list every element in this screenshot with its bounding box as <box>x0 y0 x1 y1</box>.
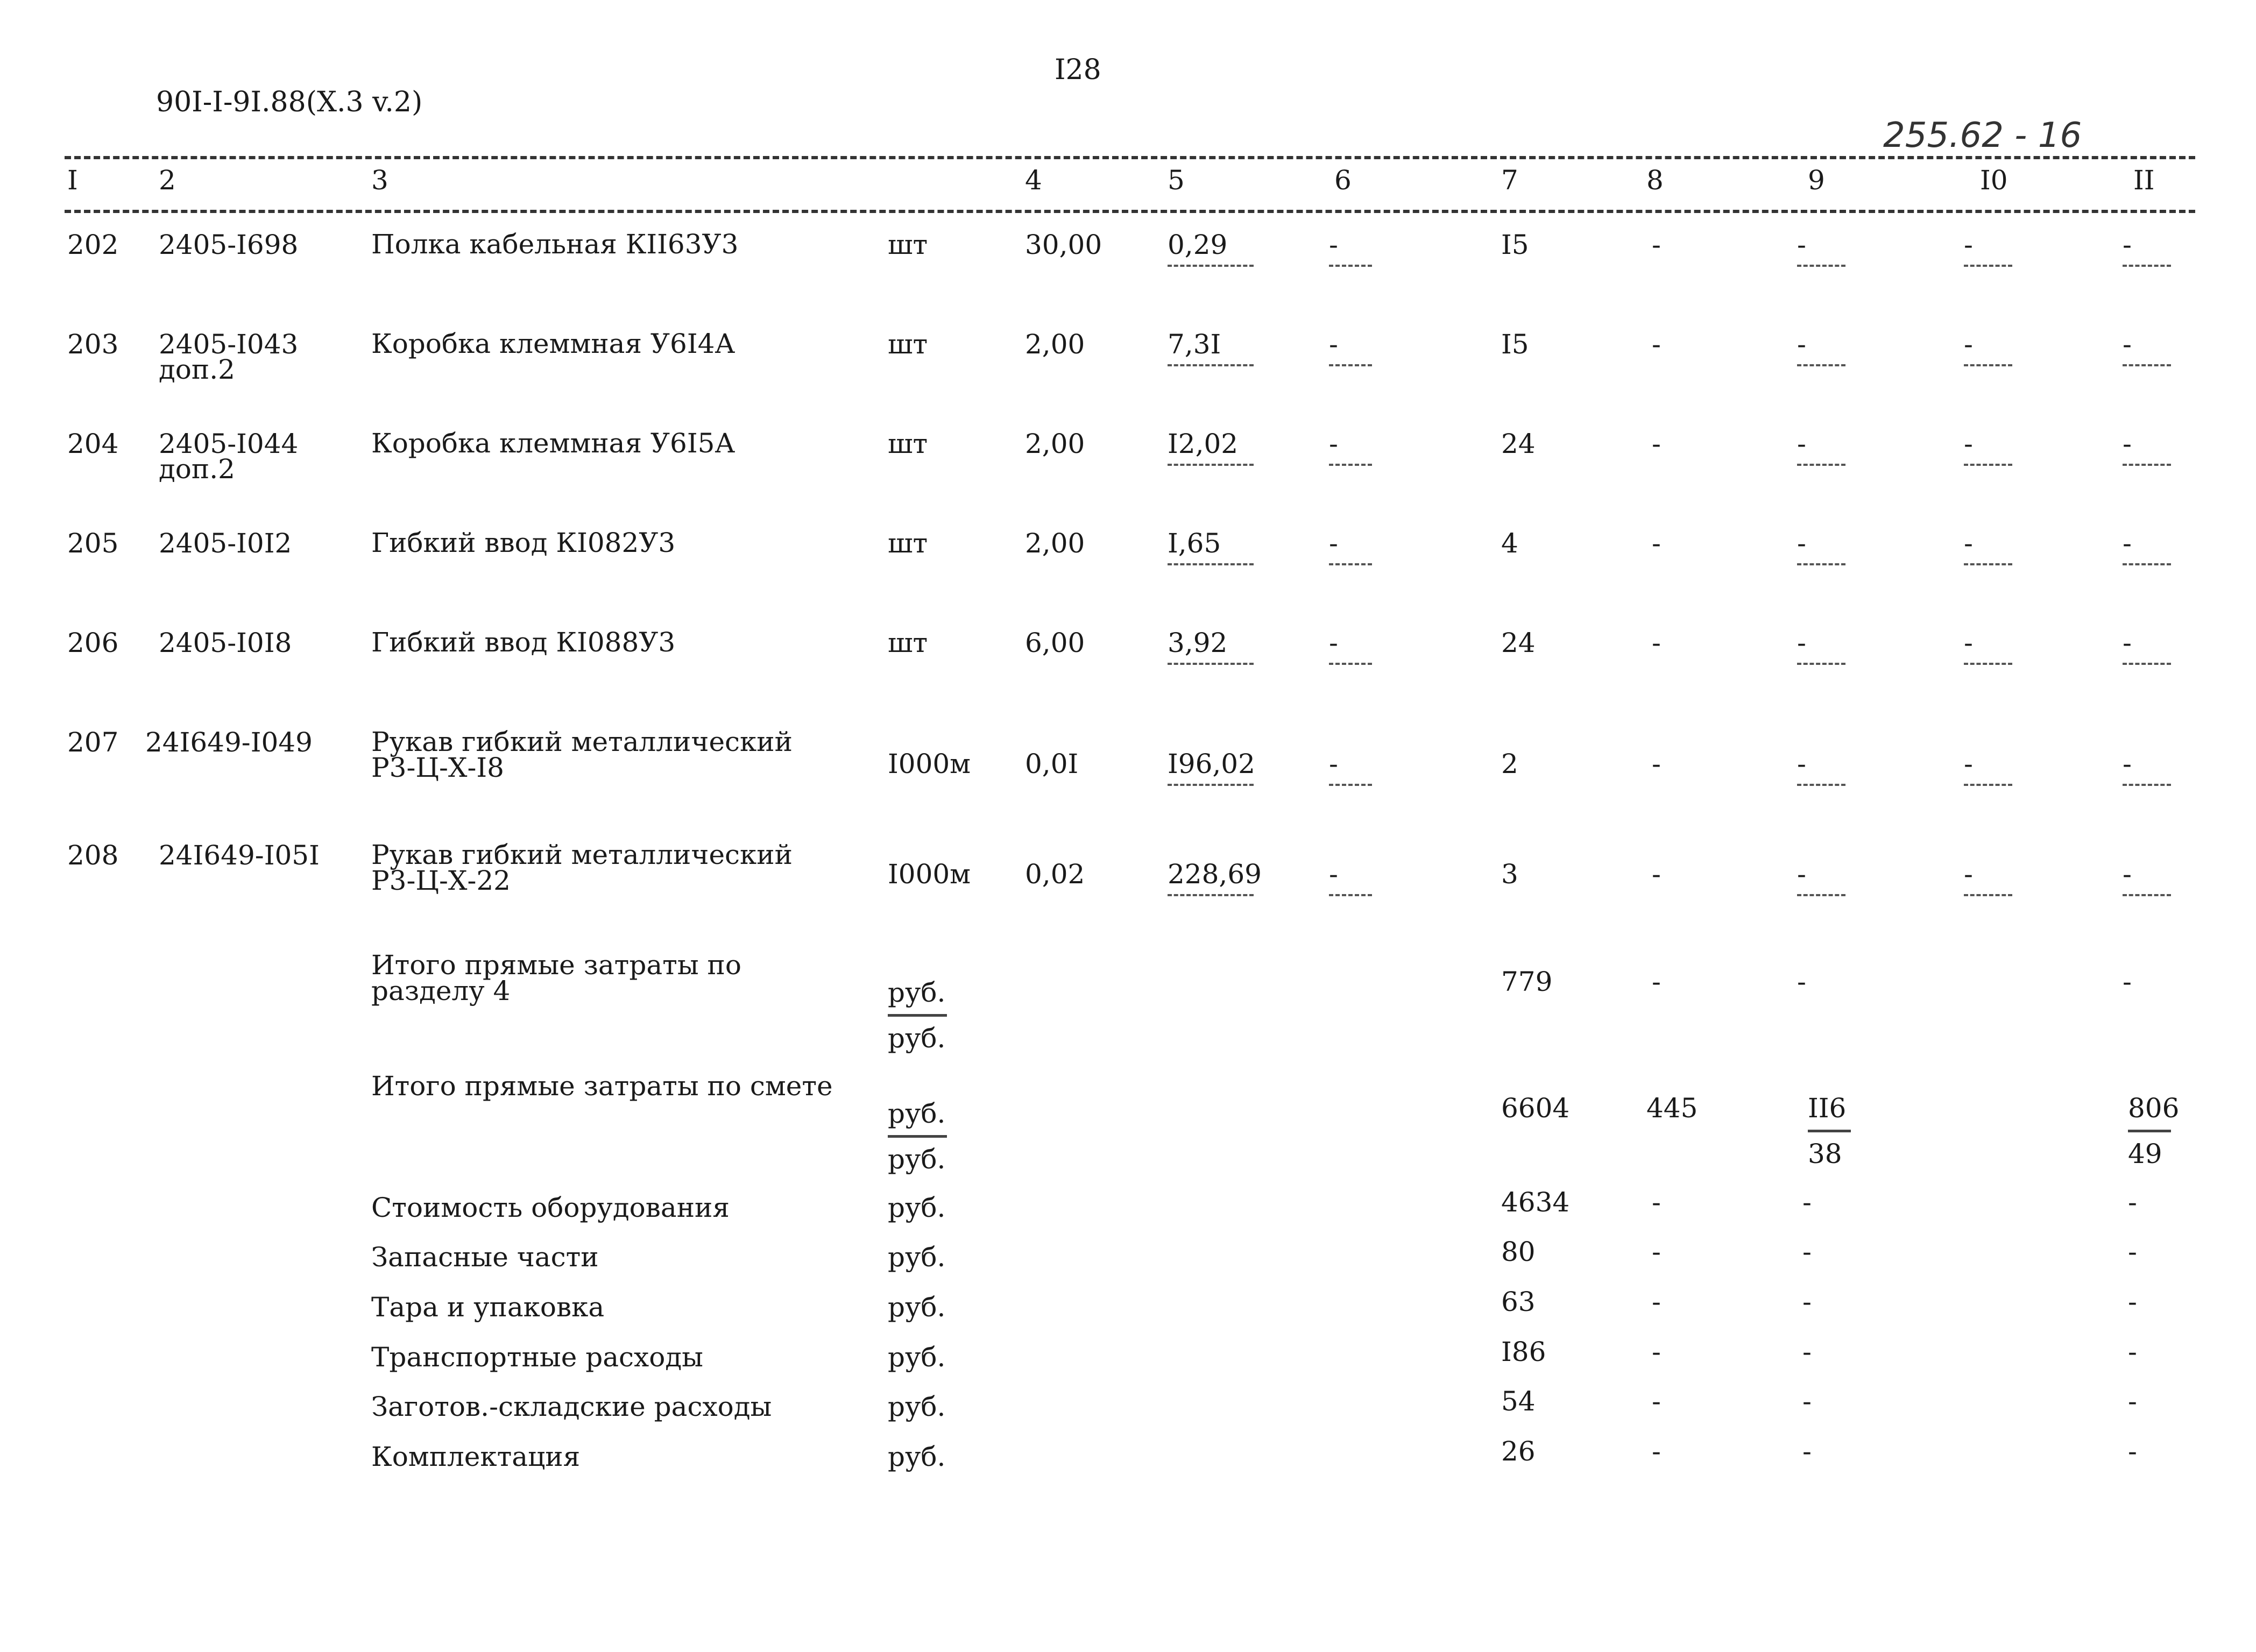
dash-cell: - <box>1652 1286 1661 1317</box>
row-qty: 0,02 <box>1025 859 1085 890</box>
col-header-8: 8 <box>1646 165 1664 196</box>
fraction-bar <box>1329 784 1372 786</box>
row-price: 0,29 <box>1168 229 1228 260</box>
dash-cell: - <box>1797 528 1806 559</box>
fraction-bar <box>1964 663 2012 665</box>
total-section-unit: руб. <box>888 977 946 1008</box>
row-code: 2405-I0I2 <box>159 528 292 559</box>
summary-label: Комплектация <box>371 1441 581 1472</box>
dash-cell: - <box>1329 329 1338 360</box>
row-name: Рукав гибкий металлический Р3-Ц-Х-22 <box>371 839 793 896</box>
summary-label: Запасные части <box>371 1242 599 1273</box>
col-header-2: 2 <box>159 165 176 196</box>
row-col7: I5 <box>1501 329 1529 360</box>
summary-col7: 80 <box>1501 1236 1536 1267</box>
row-code: 2405-I0I8 <box>159 627 292 658</box>
row-name: Полка кабельная КII63У3 <box>371 229 739 260</box>
dash-cell: - <box>1964 229 1973 260</box>
fraction-bar <box>1797 464 1845 466</box>
fraction-bar <box>1329 663 1372 665</box>
row-qty: 6,00 <box>1025 627 1085 658</box>
dash-cell: - <box>1964 627 1973 658</box>
row-code: 24I649-I05I <box>159 840 320 871</box>
summary-unit: руб. <box>888 1192 946 1223</box>
header-top-rule <box>65 156 2195 159</box>
row-price: 228,69 <box>1168 859 1262 890</box>
dash-cell: - <box>1329 859 1338 890</box>
dash-cell: - <box>2123 859 2132 890</box>
row-number: 202 <box>67 229 119 260</box>
fraction-bar <box>1168 894 1254 896</box>
dash-cell: - <box>2123 329 2132 360</box>
total-estimate-col11-lower: 49 <box>2128 1138 2162 1169</box>
total-section-label: Итого прямые затраты по разделу 4 <box>371 949 741 1006</box>
fraction-bar <box>2123 265 2171 267</box>
dash-cell: - <box>1964 859 1973 890</box>
row-col7: 4 <box>1501 528 1518 559</box>
col-header-9: 9 <box>1808 165 1825 196</box>
summary-unit: руб. <box>888 1242 946 1273</box>
dash-cell: - <box>2123 528 2132 559</box>
row-col7: 3 <box>1501 859 1518 890</box>
fraction-bar <box>1797 265 1845 267</box>
dash-cell: - <box>1964 528 1973 559</box>
dash-cell: - <box>1329 627 1338 658</box>
total-estimate-col7: 6604 <box>1501 1093 1570 1124</box>
row-qty: 2,00 <box>1025 428 1085 459</box>
col-header-10: I0 <box>1980 165 2008 196</box>
fraction-bar <box>1329 894 1372 896</box>
fraction-bar <box>1964 265 2012 267</box>
fraction-bar <box>1797 663 1845 665</box>
dash-cell: - <box>1329 748 1338 779</box>
fraction-bar <box>1168 464 1254 466</box>
row-code: 24I649-I049 <box>145 727 313 758</box>
summary-unit: руб. <box>888 1441 946 1472</box>
summary-col7: 54 <box>1501 1386 1536 1417</box>
summary-unit: руб. <box>888 1391 946 1422</box>
fraction-bar <box>2123 663 2171 665</box>
row-name: Коробка клеммная У6I5А <box>371 428 736 459</box>
dash-cell: - <box>2123 748 2132 779</box>
dash-cell: - <box>1802 1236 1812 1267</box>
row-code-suffix: доп.2 <box>159 354 235 385</box>
col-header-1: I <box>67 165 78 196</box>
dash-cell: - <box>2123 229 2132 260</box>
row-col8: - <box>1652 428 1661 459</box>
row-code-suffix: доп.2 <box>159 453 235 485</box>
col-header-3: 3 <box>371 165 388 196</box>
dash-cell: - <box>2128 1187 2137 1218</box>
row-name: Гибкий ввод КI088У3 <box>371 627 676 658</box>
row-number: 203 <box>67 329 119 360</box>
fraction-bar <box>1964 784 2012 786</box>
dash-cell: - <box>1652 1336 1661 1367</box>
dash-cell: - <box>1964 428 1973 459</box>
total-section-unit2: руб. <box>888 1023 946 1054</box>
dash-cell: - <box>2128 1386 2137 1417</box>
summary-unit: руб. <box>888 1342 946 1373</box>
dash-cell: - <box>2128 1436 2137 1467</box>
dash-cell: - <box>1964 329 1973 360</box>
fraction-bar <box>1168 364 1254 366</box>
total-estimate-unit2: руб. <box>888 1144 946 1175</box>
dash-cell: - <box>2128 1336 2137 1367</box>
total-section-col7: 779 <box>1501 966 1553 997</box>
dash-cell: - <box>1797 966 1806 997</box>
row-price: I2,02 <box>1168 428 1239 459</box>
row-qty: 2,00 <box>1025 329 1085 360</box>
fraction-bar <box>2123 464 2171 466</box>
total-estimate-col11: 806 <box>2128 1093 2180 1124</box>
row-col7: 24 <box>1501 428 1536 459</box>
summary-label: Транспортные расходы <box>371 1342 703 1373</box>
row-code: 2405-I044 <box>159 428 299 459</box>
col-header-5: 5 <box>1168 165 1185 196</box>
summary-col7: 4634 <box>1501 1187 1570 1218</box>
total-estimate-unit: руб. <box>888 1098 946 1129</box>
row-number: 204 <box>67 428 119 459</box>
row-price: I,65 <box>1168 528 1221 559</box>
summary-col7: 63 <box>1501 1286 1536 1317</box>
dash-cell: - <box>1797 748 1806 779</box>
col-header-4: 4 <box>1025 165 1042 196</box>
dash-cell: - <box>1797 229 1806 260</box>
summary-unit: руб. <box>888 1292 946 1323</box>
fraction-bar <box>1168 265 1254 267</box>
summary-label: Стоимость оборудования <box>371 1192 730 1223</box>
row-col8: - <box>1652 627 1661 658</box>
dash-cell: - <box>1329 528 1338 559</box>
fraction-bar <box>1168 784 1254 786</box>
header-bottom-rule <box>65 210 2195 213</box>
row-qty: 0,0I <box>1025 748 1079 779</box>
row-price: 3,92 <box>1168 627 1228 658</box>
dash-cell: - <box>1652 1236 1661 1267</box>
row-number: 208 <box>67 840 119 871</box>
fraction-bar <box>1964 894 2012 896</box>
total-section-col8: - <box>1652 966 1661 997</box>
row-col8: - <box>1652 528 1661 559</box>
fraction-bar <box>1797 784 1845 786</box>
dash-cell: - <box>1797 627 1806 658</box>
dash-cell: - <box>1652 1187 1661 1218</box>
dash-cell: - <box>1797 428 1806 459</box>
dash-cell: - <box>1802 1436 1812 1467</box>
row-name: Коробка клеммная У6I4А <box>371 328 736 359</box>
summary-label: Тара и упаковка <box>371 1292 605 1323</box>
handwritten-note: 255.62 - 16 <box>1883 116 2082 155</box>
dash-cell: - <box>2128 1286 2137 1317</box>
row-unit: шт <box>888 329 928 360</box>
total-estimate-col9-lower: 38 <box>1808 1138 1842 1169</box>
col-header-11: II <box>2133 165 2155 196</box>
dash-cell: - <box>1652 1386 1661 1417</box>
row-qty: 2,00 <box>1025 528 1085 559</box>
dash-cell: - <box>1802 1187 1812 1218</box>
dash-cell: - <box>1802 1286 1812 1317</box>
document-code: 90I-I-9I.88(X.3 v.2) <box>156 86 423 118</box>
fraction-bar <box>1797 364 1845 366</box>
summary-label: Заготов.-складские расходы <box>371 1391 772 1422</box>
row-unit: шт <box>888 627 928 658</box>
row-number: 207 <box>67 727 119 758</box>
dash-cell: - <box>1802 1336 1812 1367</box>
row-unit: I000м <box>888 859 971 890</box>
row-number: 205 <box>67 528 119 559</box>
fraction-bar <box>1964 464 2012 466</box>
row-col7: I5 <box>1501 229 1529 260</box>
fraction-bar <box>1964 563 2012 565</box>
fraction-bar <box>1964 364 2012 366</box>
dash-cell: - <box>1329 229 1338 260</box>
row-col8: - <box>1652 229 1661 260</box>
fraction-bar <box>2123 563 2171 565</box>
row-col7: 24 <box>1501 627 1536 658</box>
fraction-bar <box>1329 364 1372 366</box>
row-number: 206 <box>67 627 119 658</box>
fraction-bar <box>1168 563 1254 565</box>
dash-cell: - <box>1964 748 1973 779</box>
dash-cell: - <box>2123 428 2132 459</box>
fraction-bar <box>2123 784 2171 786</box>
row-unit: шт <box>888 428 928 459</box>
row-code: 2405-I698 <box>159 229 299 260</box>
page-number: I28 <box>1055 54 1101 86</box>
row-col8: - <box>1652 859 1661 890</box>
row-price: I96,02 <box>1168 748 1255 779</box>
summary-col7: 26 <box>1501 1436 1536 1467</box>
row-unit: шт <box>888 229 928 260</box>
col-header-7: 7 <box>1501 165 1518 196</box>
row-unit: I000м <box>888 748 971 779</box>
dash-cell: - <box>1797 329 1806 360</box>
row-name: Гибкий ввод КI082У3 <box>371 527 676 558</box>
row-price: 7,3I <box>1168 329 1221 360</box>
dash-cell: - <box>1329 428 1338 459</box>
dash-cell: - <box>2123 627 2132 658</box>
fraction-bar <box>2123 894 2171 896</box>
dash-cell: - <box>1802 1386 1812 1417</box>
row-col8: - <box>1652 748 1661 779</box>
row-qty: 30,00 <box>1025 229 1102 260</box>
fraction-bar <box>1168 663 1254 665</box>
row-unit: шт <box>888 528 928 559</box>
fraction-bar <box>1797 563 1845 565</box>
fraction-bar <box>1797 894 1845 896</box>
fraction-bar <box>2123 364 2171 366</box>
dash-cell: - <box>1652 1436 1661 1467</box>
fraction-bar <box>1329 563 1372 565</box>
total-estimate-col8: 445 <box>1646 1093 1698 1124</box>
fraction-bar <box>1329 464 1372 466</box>
row-code: 2405-I043 <box>159 329 299 360</box>
total-estimate-col9: II6 <box>1808 1093 1847 1124</box>
dash-cell: - <box>2123 966 2132 997</box>
row-col7: 2 <box>1501 748 1518 779</box>
dash-cell: - <box>2128 1236 2137 1267</box>
col-header-6: 6 <box>1334 165 1352 196</box>
dash-cell: - <box>1797 859 1806 890</box>
summary-col7: I86 <box>1501 1336 1546 1367</box>
row-name: Рукав гибкий металлический Р3-Ц-Х-I8 <box>371 726 793 783</box>
total-estimate-label: Итого прямые затраты по смете <box>371 1070 833 1102</box>
fraction-bar <box>1329 265 1372 267</box>
row-col8: - <box>1652 329 1661 360</box>
